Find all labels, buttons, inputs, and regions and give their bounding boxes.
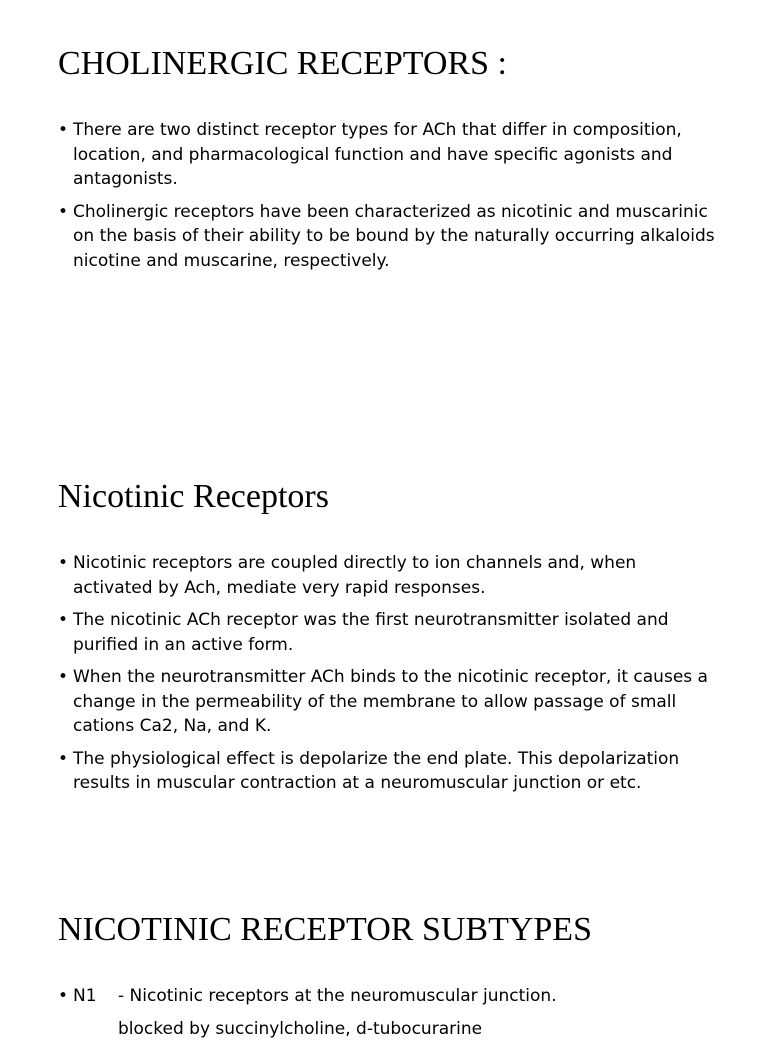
bullet-icon: •: [58, 610, 69, 630]
bullet-text: The nicotinic ACh receptor was the first neurotransmitter isolated and purified in an active form.: [73, 610, 669, 655]
bullet-text: The physiological effect is depolarize the end plate. This depolarization results in muscular contraction at a neuromuscular junction or etc.: [73, 748, 680, 793]
bullet-list: [58, 551, 718, 804]
bullet-text: Cholinergic receptors have been characterized as nicotinic and muscarinic on the basis of their ability to be bound by the naturally occurring alkaloids nicotine and muscarine, respectively.: [73, 201, 715, 271]
bullet-list: [58, 118, 718, 281]
cut-off-text: blocked by succinylcholine, d-tubocurarine: [118, 1019, 483, 1039]
list-item: [58, 665, 718, 739]
slide-title: NICOTINIC RECEPTOR SUBTYPES: [58, 911, 592, 948]
list-item: [58, 118, 718, 192]
slide-title: CHOLINERGIC RECEPTORS :: [58, 45, 507, 82]
slide-title: Nicotinic Receptors: [58, 478, 329, 515]
list-item: [58, 747, 718, 796]
bullet-icon: •: [58, 667, 69, 687]
bullet-text: There are two distinct receptor types for ACh that differ in composition, location, and pharmacological function and have specific agonists and antagonists.: [73, 120, 682, 189]
bullet-icon: •: [58, 748, 69, 769]
bullet-icon: •: [58, 120, 69, 140]
bullet-text: When the neurotransmitter ACh binds to the nicotinic receptor, it causes a change in the permeability of the membrane to allow passage of small cations Ca2, Na, and K.: [73, 667, 708, 736]
list-item: [58, 608, 718, 657]
bullet-list: [58, 984, 718, 1017]
bullet-icon: •: [58, 986, 69, 1006]
list-item: [58, 551, 718, 600]
bullet-text: - Nicotinic receptors at the neuromuscular junction.: [118, 986, 557, 1006]
bullet-text: Nicotinic receptors are coupled directly to ion channels and, when activated by Ach, mediate very rapid responses.: [73, 553, 637, 598]
list-item: [58, 984, 718, 1009]
list-item: [58, 200, 718, 274]
subtype-label: N1: [73, 986, 97, 1006]
bullet-icon: •: [58, 201, 69, 222]
bullet-icon: •: [58, 553, 69, 573]
